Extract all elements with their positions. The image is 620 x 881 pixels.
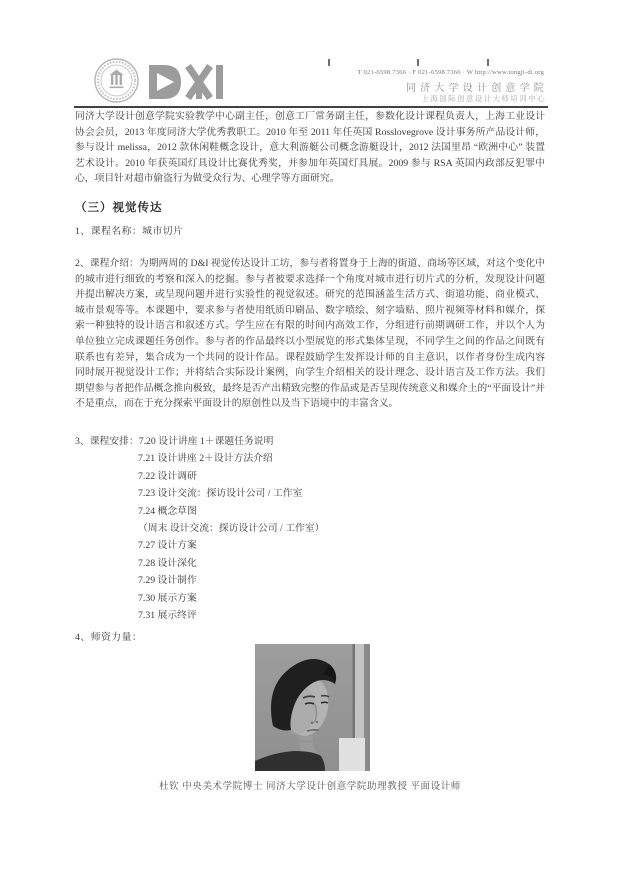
section-heading: （三）视觉传达 [75, 202, 163, 214]
schedule-first-row [75, 433, 324, 450]
dni-brand-icon [147, 62, 227, 102]
schedule-label: 3、课程安排： [75, 436, 139, 447]
photo-caption: 杜钦 中央美术学院博士 同济大学设计创意学院助理教授 平面设计师 [159, 782, 461, 792]
schedule-item: 7.20 设计讲座 1＋课题任务说明 [138, 436, 274, 447]
schedule-item: 7.30 展示方案 [138, 592, 197, 604]
faculty-section-label: 4、师资力量： [75, 632, 143, 643]
header-org-subtitle: 上海国际创意设计大师培训中心 [421, 94, 546, 103]
schedule-item: 7.29 设计制作 [138, 575, 197, 587]
schedule-item: 7.23 设计交流：探访设计公司 / 工作室 [138, 488, 303, 500]
header-divider [74, 106, 548, 108]
schedule-item: 7.21 设计讲座 2＋设计方法介绍 [138, 453, 273, 465]
course-name-line: 1、课程名称：城市切片 [75, 226, 184, 237]
tongji-seal-icon [93, 57, 140, 104]
schedule-item: 7.31 展示终评 [138, 610, 197, 622]
schedule-item: 7.24 概念草图 [138, 505, 197, 517]
schedule-item: 7.27 设计方案 [138, 540, 197, 552]
course-intro-paragraph: 2、课程介绍：为期两周的 D&I 视觉传达设计工坊，参与者将置身于上海的街道、商场等区域，对这个变化中的城市进行细致的考察和深入的挖掘。参与者被要求选择一个角度对城市进行切片式的分析，发现设计问题并提出解决方案，或呈现问题并进行实验性的视觉叙述。研究的范围涵盖生活方式、街道功能、商业模式、城市景观等等。本课题中，要求参与者使用纸质印刷品、数字喷绘、刻字墙贴、照片视频等材料和媒介，探索一种独特的设计语言和叙述方式。学生应在有限的时间内高效工作，分组进行前期调研工作，并以个人为单位独立完成课题任务创作。参与者的作品最终以小型展览的形式集体呈现，不同学生之间的作品之间既有联系也有差异，集合成为一个共同的设计作品。课程鼓励学生发挥设计师的自主意识，以作者身份生成内容同时展开视觉设计工作；并将结合实际设计案例，向学生介绍相关的设计理念、设计语言及工作方法。我们期望参与者把作品概念推向极致，最终是否产出精致完整的作品或是否呈现传统意义和媒介上的“平面设计”并不是重点，而在于充分探索平面设计的原创性以及当下语境中的丰富含义。 [75, 258, 545, 410]
schedule-item: （周末 设计交流：探访设计公司 / 工作室） [138, 523, 325, 535]
bio-paragraph: 同济大学设计创意学院实验教学中心副主任，创意工厂常务副主任，参数化设计课程负责人，上海工业设计协会会员，2013 年度同济大学优秀教职工。2010 年至 2011 年任英国 Rosslovegrove 设计事务所产品设计师，参与设计 melissa，2012 款休闲鞋概念设计，意大利游艇公司概念游艇设计，2012 法国里昂 “欧洲中心” 装置艺术设计。2010 年获英国灯具设计比赛优秀奖，并参加年英国灯具展。2009 参与 RSA 英国内政部反犯罪中心，项目针对超市偷盗行为做受众行为、心理学等方面研究。 [75, 111, 545, 185]
header-tick-1-icon [328, 59, 330, 66]
header-tick-2-icon [417, 59, 419, 66]
header-contact-line: T 021-6598 7366 · F 021-6598 7366 · W http://www.tongji-di.org [357, 69, 544, 76]
schedule-item: 7.28 设计深化 [138, 557, 197, 569]
portrait-photo [255, 644, 370, 771]
header-tick-3-icon [487, 59, 489, 66]
course-schedule [75, 433, 324, 624]
header-org-name: 同济大学设计创意学院 [406, 83, 548, 94]
schedule-item: 7.22 设计调研 [138, 470, 197, 482]
